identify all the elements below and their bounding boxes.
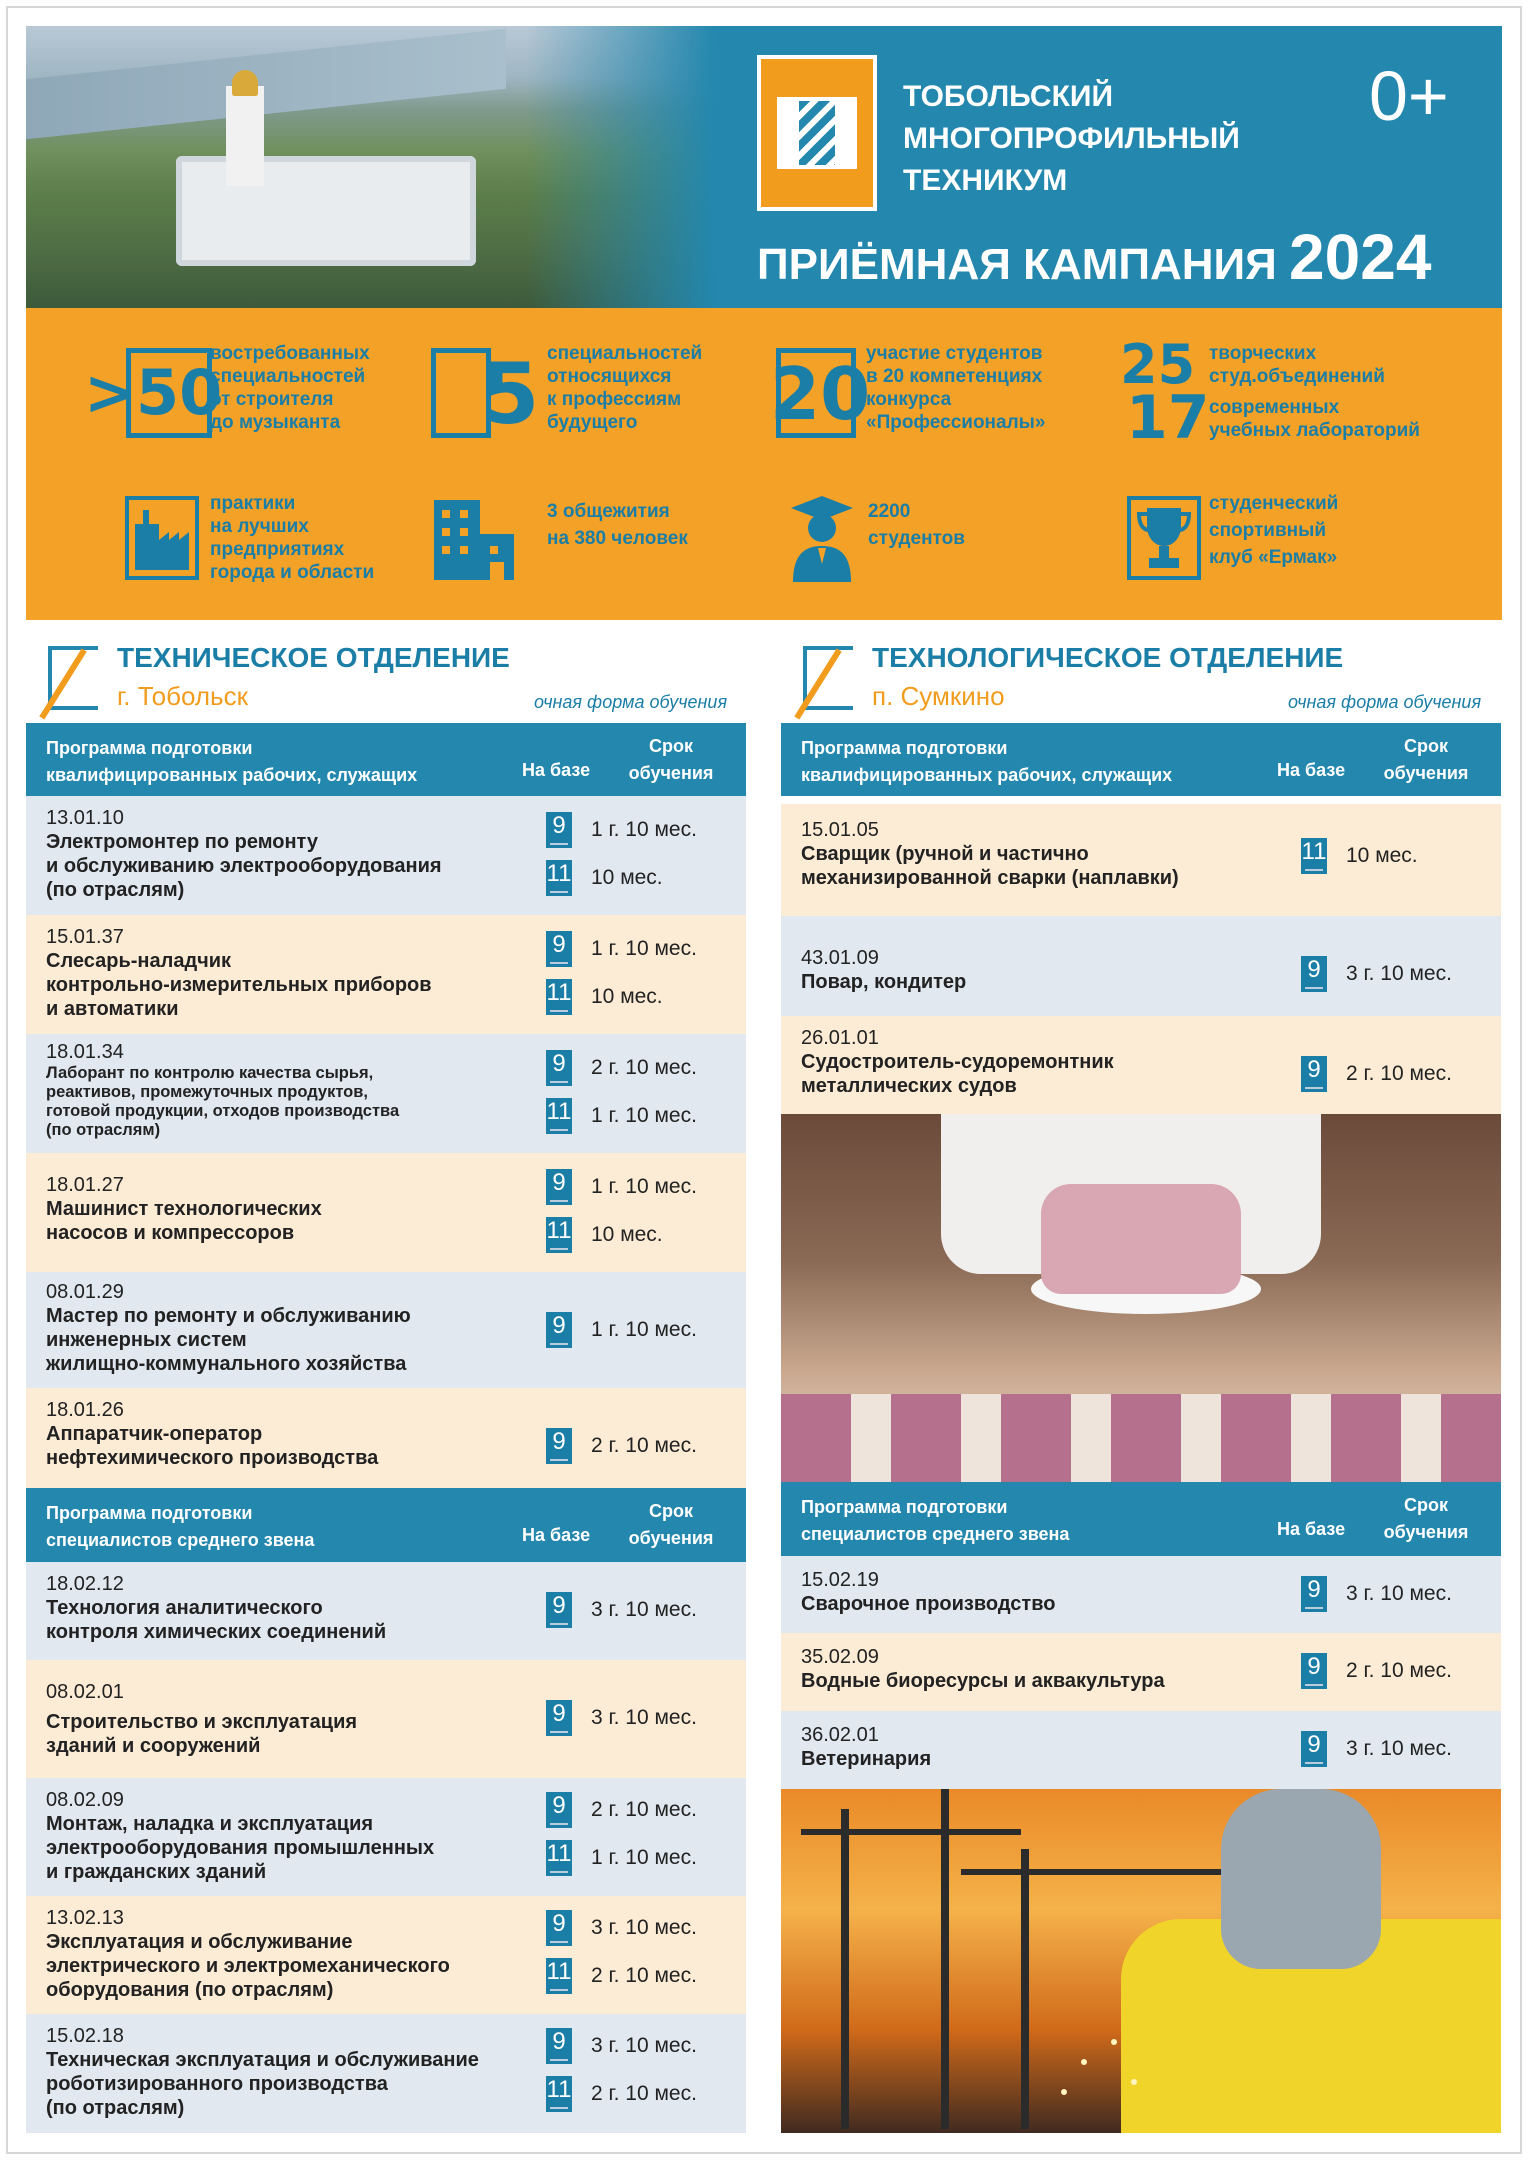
duration: 2 г. 10 мес. <box>1346 1659 1452 1682</box>
study-form: очная форма обучения <box>534 692 728 712</box>
grade-badge: 9 <box>546 1312 572 1348</box>
duration: 10 мес. <box>591 1223 663 1246</box>
table-header: Программа подготовки специалистов среднего звена На базе Срок обучения <box>781 1482 1501 1556</box>
table-row: 18.02.12 Технология аналитического контроля химических соединений 9 3 г. 10 мес. <box>26 1562 746 1660</box>
table-header: Программа подготовки квалифицированных рабочих, служащих На базе Срок обучения <box>781 723 1501 796</box>
duration: 2 г. 10 мес. <box>591 1434 697 1457</box>
table-row: 35.02.09 Водные биоресурсы и аквакультура 9 2 г. 10 мес. <box>781 1633 1501 1711</box>
table-row: 36.02.01 Ветеринария 9 3 г. 10 мес. <box>781 1711 1501 1789</box>
stat-text: 2200 студентов <box>868 501 965 549</box>
grade-badge: 11 <box>546 860 572 896</box>
duration: 3 г. 10 мес. <box>591 1706 697 1729</box>
duration: 1 г. 10 мес. <box>591 1846 697 1869</box>
duration: 2 г. 10 мес. <box>591 2082 697 2105</box>
table-row: 15.01.37 Слесарь-наладчик контрольно-измерительных приборов и автоматики 9 1 г. 10 мес. 11 10 мес. <box>26 915 746 1034</box>
table-row: 15.02.19 Сварочное производство 9 3 г. 10 мес. <box>781 1556 1501 1633</box>
table-row: 13.02.13 Эксплуатация и обслуживание электрического и электромеханического оборудования (по отраслям) 9 3 г. 10 мес. 11 2 г. 10 мес. <box>26 1896 746 2014</box>
pastry-chef-photo <box>781 1114 1501 1482</box>
grade-badge: 9 <box>1301 1653 1327 1689</box>
duration: 3 г. 10 мес. <box>1346 962 1452 985</box>
dept-city: г. Тобольск <box>117 681 248 711</box>
grade-badge: 9 <box>546 1169 572 1205</box>
age-rating: 0+ <box>1369 57 1449 135</box>
stat-text: творческих студ.объединений современных учебных лабораторий <box>1209 343 1420 441</box>
table-row: 15.02.18 Техническая эксплуатация и обслуживание роботизированного производства (по отраслям) 9 3 г. 10 мес. 11 2 г. 10 мес. <box>26 2014 746 2133</box>
table-row: 43.01.09 Повар, кондитер 9 3 г. 10 мес. <box>781 916 1501 1016</box>
grade-badge: 9 <box>546 1910 572 1946</box>
grade-badge: 9 <box>546 1050 572 1086</box>
duration: 3 г. 10 мес. <box>591 1598 697 1621</box>
table-row: 13.01.10 Электромонтер по ремонту и обслуживанию электрооборудования (по отраслям) 9 1 г. 10 мес. 11 10 мес. <box>26 796 746 915</box>
table-row: 15.01.05 Сварщик (ручной и частично механизированной сварки (наплавки) 11 10 мес. <box>781 804 1501 916</box>
grade-badge: 9 <box>1301 1056 1327 1092</box>
college-logo <box>757 55 877 211</box>
duration: 1 г. 10 мес. <box>591 1175 697 1198</box>
stat-text: практики на лучших предприятиях города и области <box>210 493 375 583</box>
duration: 2 г. 10 мес. <box>591 1798 697 1821</box>
grade-badge: 11 <box>1301 838 1327 874</box>
table-row: 18.01.27 Машинист технологических насосов и компрессоров 9 1 г. 10 мес. 11 10 мес. <box>26 1153 746 1272</box>
dept-mark-icon <box>803 646 853 710</box>
grade-badge: 9 <box>546 812 572 848</box>
duration: 10 мес. <box>591 985 663 1008</box>
grade-badge: 11 <box>546 979 572 1015</box>
duration: 10 мес. <box>1346 844 1418 867</box>
welder-photo <box>781 1789 1501 2133</box>
grade-badge: 11 <box>546 2076 572 2112</box>
dept-title: ТЕХНОЛОГИЧЕСКОЕ ОТДЕЛЕНИЕ <box>872 642 1344 673</box>
grade-badge: 11 <box>546 1098 572 1134</box>
stat-text: востребованных специальностей от строителя до музыканта <box>210 343 370 433</box>
grade-badge: 11 <box>546 1217 572 1253</box>
table-header: Программа подготовки специалистов среднего звена На базе Срок обучения <box>26 1488 746 1562</box>
grade-badge: 11 <box>546 1958 572 1994</box>
duration: 3 г. 10 мес. <box>1346 1582 1452 1605</box>
stats-panel <box>26 308 1502 620</box>
grade-badge: 9 <box>546 1700 572 1736</box>
table-row: 08.02.01 Строительство и эксплуатация зданий и сооружений 9 3 г. 10 мес. <box>26 1660 746 1778</box>
table-row: 26.01.01 Судостроитель-судоремонтник металлических судов 9 2 г. 10 мес. <box>781 1016 1501 1114</box>
stat-number: 5 <box>481 345 540 443</box>
grade-badge: 9 <box>546 931 572 967</box>
grade-badge: 9 <box>546 2028 572 2064</box>
stat-text: участие студентов в 20 компетенциях конкурса «Профессионалы» <box>866 343 1046 433</box>
campaign-title: ПРИЁМНАЯ КАМПАНИЯ 2024 <box>757 221 1432 293</box>
dormitory-icon <box>430 494 520 600</box>
grade-badge: 9 <box>546 1592 572 1628</box>
org-name: ТОБОЛЬСКИЙ МНОГОПРОФИЛЬНЫЙ ТЕХНИКУМ <box>903 80 1240 197</box>
duration: 2 г. 10 мес. <box>591 1056 697 1079</box>
grade-badge: 11 <box>546 1840 572 1876</box>
table-row: 08.02.09 Монтаж, наладка и эксплуатация электрооборудования промышленных и гражданских зданий 9 2 г. 10 мес. 11 1 г. 10 мес. <box>26 1778 746 1896</box>
duration: 3 г. 10 мес. <box>591 2034 697 2057</box>
header-banner <box>26 26 1502 308</box>
table-row: 08.01.29 Мастер по ремонту и обслуживанию инженерных систем жилищно-коммунального хозяйства 9 1 г. 10 мес. <box>26 1272 746 1388</box>
duration: 10 мес. <box>591 866 663 889</box>
stat-text: специальностей относящихся к профессиям будущего <box>547 343 703 433</box>
dept-title: ТЕХНИЧЕСКОЕ ОТДЕЛЕНИЕ <box>117 642 510 673</box>
stat-number: >50 <box>84 356 223 429</box>
grade-badge: 9 <box>1301 1576 1327 1612</box>
stat-text: 3 общежития на 380 человек <box>547 501 688 549</box>
duration: 1 г. 10 мес. <box>591 818 697 841</box>
duration: 3 г. 10 мес. <box>1346 1737 1452 1760</box>
table-row: 18.01.26 Аппаратчик-оператор нефтехимического производства 9 2 г. 10 мес. <box>26 1388 746 1488</box>
graduate-icon <box>782 494 862 600</box>
dept-city: п. Сумкино <box>872 681 1005 711</box>
duration: 1 г. 10 мес. <box>591 1318 697 1341</box>
grade-badge: 9 <box>1301 1731 1327 1767</box>
table-row: 18.01.34 Лаборант по контролю качества сырья, реактивов, промежуточных продуктов, готовой продукции, отходов производства (по отраслям) 9 2 г. 10 мес. 11 1 г. 10 мес. <box>26 1034 746 1153</box>
duration: 2 г. 10 мес. <box>1346 1062 1452 1085</box>
duration: 2 г. 10 мес. <box>591 1964 697 1987</box>
duration: 3 г. 10 мес. <box>591 1916 697 1939</box>
duration: 1 г. 10 мес. <box>591 937 697 960</box>
stat-number: 17 <box>1126 383 1210 453</box>
grade-badge: 9 <box>1301 956 1327 992</box>
tobolsk-kremlin-photo <box>26 26 716 308</box>
dept-mark-icon <box>48 646 98 710</box>
grade-badge: 9 <box>546 1428 572 1464</box>
grade-badge: 9 <box>546 1792 572 1828</box>
stat-number: 20 <box>770 352 871 436</box>
table-header: Программа подготовки квалифицированных рабочих, служащих На базе Срок обучения <box>26 723 746 796</box>
study-form: очная форма обучения <box>1288 692 1482 712</box>
stat-number: 25 <box>1120 333 1196 396</box>
factory-icon <box>122 496 202 596</box>
trophy-icon <box>1124 496 1204 596</box>
duration: 1 г. 10 мес. <box>591 1104 697 1127</box>
stat-text: студенческий спортивный клуб «Ермак» <box>1209 493 1339 568</box>
